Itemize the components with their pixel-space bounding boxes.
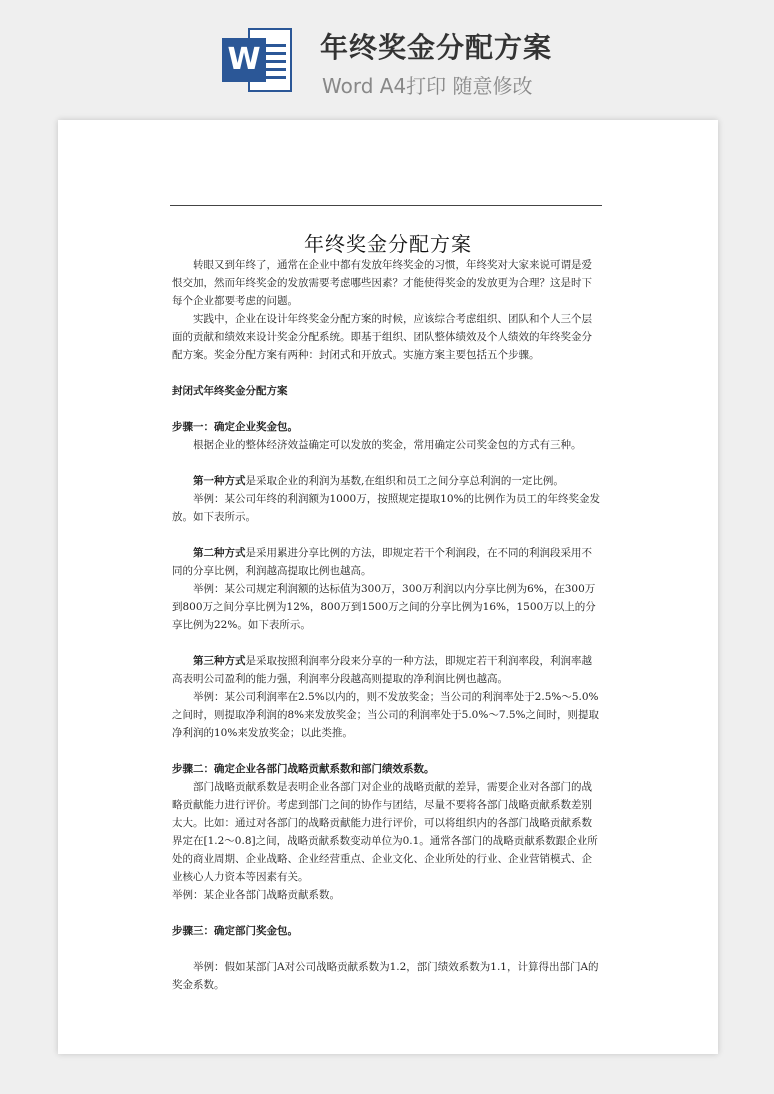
- method2-label: 第二种方式: [193, 547, 246, 559]
- banner-title: 年终奖金分配方案: [320, 31, 553, 64]
- document-body: [172, 256, 602, 994]
- method2-text: 是采用累进分享比例的方法，即规定若干个利润段，在不同的利润段采用不同的分享比例，利润越高提取比例也越高。: [172, 547, 592, 577]
- step1-heading: 步骤一：确定企业奖金包。: [172, 421, 298, 433]
- word-icon: [222, 24, 294, 96]
- method3-example: 举例：某公司利润率在2.5%以内的，则不发放奖金；当公司的利润率处于2.5%～5.0%之间时，则提取净利润的8%来发放奖金；当公司的利润率处于5.0%～7.5%之间时，则提取净利润的10%来发放奖金；以此类推。: [172, 691, 600, 739]
- method3-text: 是采取按照利润率分段来分享的一种方法，即规定若干利润率段，利润率越高表明公司盈利的能力强，利润率分段越高则提取的净利润比例也越高。: [172, 655, 592, 685]
- step1-text: 根据企业的整体经济效益确定可以发放的奖金，常用确定公司奖金包的方式有三种。: [193, 439, 582, 451]
- step3-heading: 步骤三：确定部门奖金包。: [172, 925, 298, 937]
- intro-paragraph-2: 实践中，企业在设计年终奖金分配方案的时候，应该综合考虑组织、团队和个人三个层面的贡献和绩效来设计奖金分配系统。即基于组织、团队整体绩效及个人绩效的年终奖金分配方案。奖金分配方案有两种：封闭式和开放式。实施方案主要包括五个步骤。: [172, 313, 592, 361]
- intro-paragraph-1: 转眼又到年终了，通常在企业中都有发放年终奖金的习惯，年终奖对大家来说可谓是爱恨交加，然而年终奖金的发放需要考虑哪些因素？才能使得奖金的发放更为合理？这是时下每个企业都要考虑的问题。: [172, 259, 592, 307]
- method2-example: 举例：某公司规定利润额的达标值为300万，300万利润以内分享比例为6%，在300万到800万之间分享比例为12%，800万到1500万之间的分享比例为16%，1500万以上的分享比例为22%。如下表所示。: [172, 583, 596, 631]
- document-page: [58, 120, 718, 1054]
- method3-label: 第三种方式: [193, 655, 246, 667]
- step2-text: 部门战略贡献系数是表明企业各部门对企业的战略贡献的差异，需要企业对各部门的战略贡献能力进行评价。考虑到部门之间的协作与团结，尽量不要将各部门战略贡献系数差别太大。比如：通过对各部门的战略贡献能力进行评价，可以将组织内的各部门战略贡献系数界定在[1.2～0.8]之间，战略贡献系数变动单位为0.1。通常各部门的战略贡献系数跟企业所处的商业周期、企业战略、企业经营重点、企业文化、企业所处的行业、企业营销模式、企业核心人力资本等因素有关。: [172, 781, 598, 883]
- word-letter-tile: W: [222, 38, 266, 82]
- banner-subtitle: Word A4打印 随意修改: [322, 74, 533, 98]
- method2-paragraph: [172, 544, 602, 580]
- header-rule: [170, 205, 602, 206]
- method1-text: 是采取企业的利润为基数,在组织和员工之间分享总利润的一定比例。: [245, 475, 564, 487]
- method1-paragraph: [172, 472, 602, 490]
- step3-example: 举例：假如某部门A对公司战略贡献系数为1.2，部门绩效系数为1.1，计算得出部门A的奖金系数。: [172, 961, 599, 991]
- method1-label: 第一种方式: [193, 475, 246, 487]
- method1-example: 举例：某公司年终的利润额为1000万，按照规定提取10%的比例作为员工的年终奖金发放。如下表所示。: [172, 493, 601, 523]
- method3-paragraph: [172, 652, 602, 688]
- document-title: 年终奖金分配方案: [304, 232, 472, 256]
- banner: [0, 0, 774, 110]
- step2-example: 举例：某企业各部门战略贡献系数。: [172, 889, 340, 901]
- step2-heading: 步骤二：确定企业各部门战略贡献系数和部门绩效系数。: [172, 763, 435, 775]
- section-heading: 封闭式年终奖金分配方案: [172, 385, 288, 397]
